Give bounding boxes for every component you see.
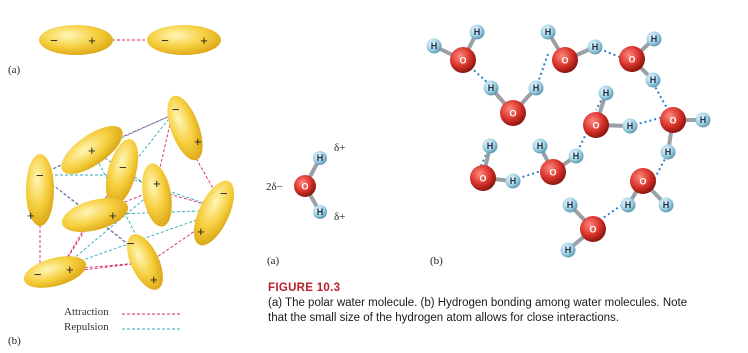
hydrogen-symbol: H [566,200,574,210]
oxygen-symbol: O [589,224,597,235]
dipole [138,161,177,229]
hydrogen-symbol: H [602,88,610,98]
plus-sign: + [88,33,96,48]
hydrogen-symbol: H [591,42,599,52]
plus-sign: + [200,33,208,48]
legend-attraction-label: Attraction [64,306,109,318]
plus-sign: + [27,208,35,223]
oxygen-symbol: O [301,181,309,192]
minus-sign: − [220,186,228,201]
hydrogen-symbol: H [430,41,438,51]
hydrogen-symbol: H [624,200,632,210]
water-network [427,25,711,258]
hydrogen-symbol: H [487,83,495,93]
dipole-cluster [20,91,242,295]
plus-sign: + [194,134,202,149]
plus-sign: + [153,176,161,191]
figure-caption-title: FIGURE 10.3 [268,282,341,294]
hydrogen-symbol: H [650,34,658,44]
oxygen-symbol: O [669,115,677,126]
minus-sign: − [161,33,169,48]
figure-caption-line: that the small size of the hydrogen atom allows for close interactions. [268,312,619,324]
hydrogen-symbol: H [564,245,572,255]
panel-label-a: (a) [8,64,21,76]
minus-sign: − [119,160,127,175]
hydrogen-symbol: H [544,27,552,37]
minus-sign: − [50,33,58,48]
oxygen-symbol: O [479,173,487,184]
oxygen-symbol: O [549,167,557,178]
hydrogen-symbol: H [699,115,707,125]
hydrogen-symbol: H [316,207,324,217]
oxygen-symbol: O [639,176,647,187]
hydrogen-symbol: H [532,83,540,93]
plus-sign: + [197,224,205,239]
delta-plus-label: δ+ [334,142,346,154]
panel-label-network: (b) [430,255,443,267]
hydrogen-symbol: H [649,75,657,85]
oxygen-symbol: O [509,108,517,119]
hydrogen-symbol: H [662,200,670,210]
legend-repulsion-label: Repulsion [64,321,109,333]
figure-caption-line: (a) The polar water molecule. (b) Hydrogen bonding among water molecules. Note [268,297,688,309]
minus-sign: − [34,267,42,282]
plus-sign: + [150,272,158,287]
dipole [186,175,243,251]
plus-sign: + [109,208,117,223]
hydrogen-symbol: H [626,121,634,131]
minus-sign: − [36,168,44,183]
hydrogen-symbol: H [473,27,481,37]
hydrogen-symbol: H [536,141,544,151]
hydrogen-symbol: H [509,176,517,186]
delta-plus-label: δ+ [334,211,346,223]
minus-sign: − [172,102,180,117]
water-molecule [266,142,345,223]
oxygen-symbol: O [561,55,569,66]
dipole-right [147,25,221,55]
hydrogen-symbol: H [664,147,672,157]
hydrogen-symbol: H [572,151,580,161]
dipole [20,250,89,294]
minus-sign: − [127,236,135,251]
oxygen-symbol: O [592,120,600,131]
panel-label-b: (b) [8,335,21,347]
hydrogen-symbol: H [486,141,494,151]
two-delta-minus-label: 2δ− [266,181,283,193]
dipole-pair [39,25,221,55]
hydrogen-symbol: H [316,153,324,163]
oxygen-symbol: O [459,55,467,66]
plus-sign: + [88,143,96,158]
panel-label-molecule: (a) [267,255,280,267]
dipole [160,91,210,164]
plus-sign: + [66,262,74,277]
oxygen-symbol: O [628,54,636,65]
